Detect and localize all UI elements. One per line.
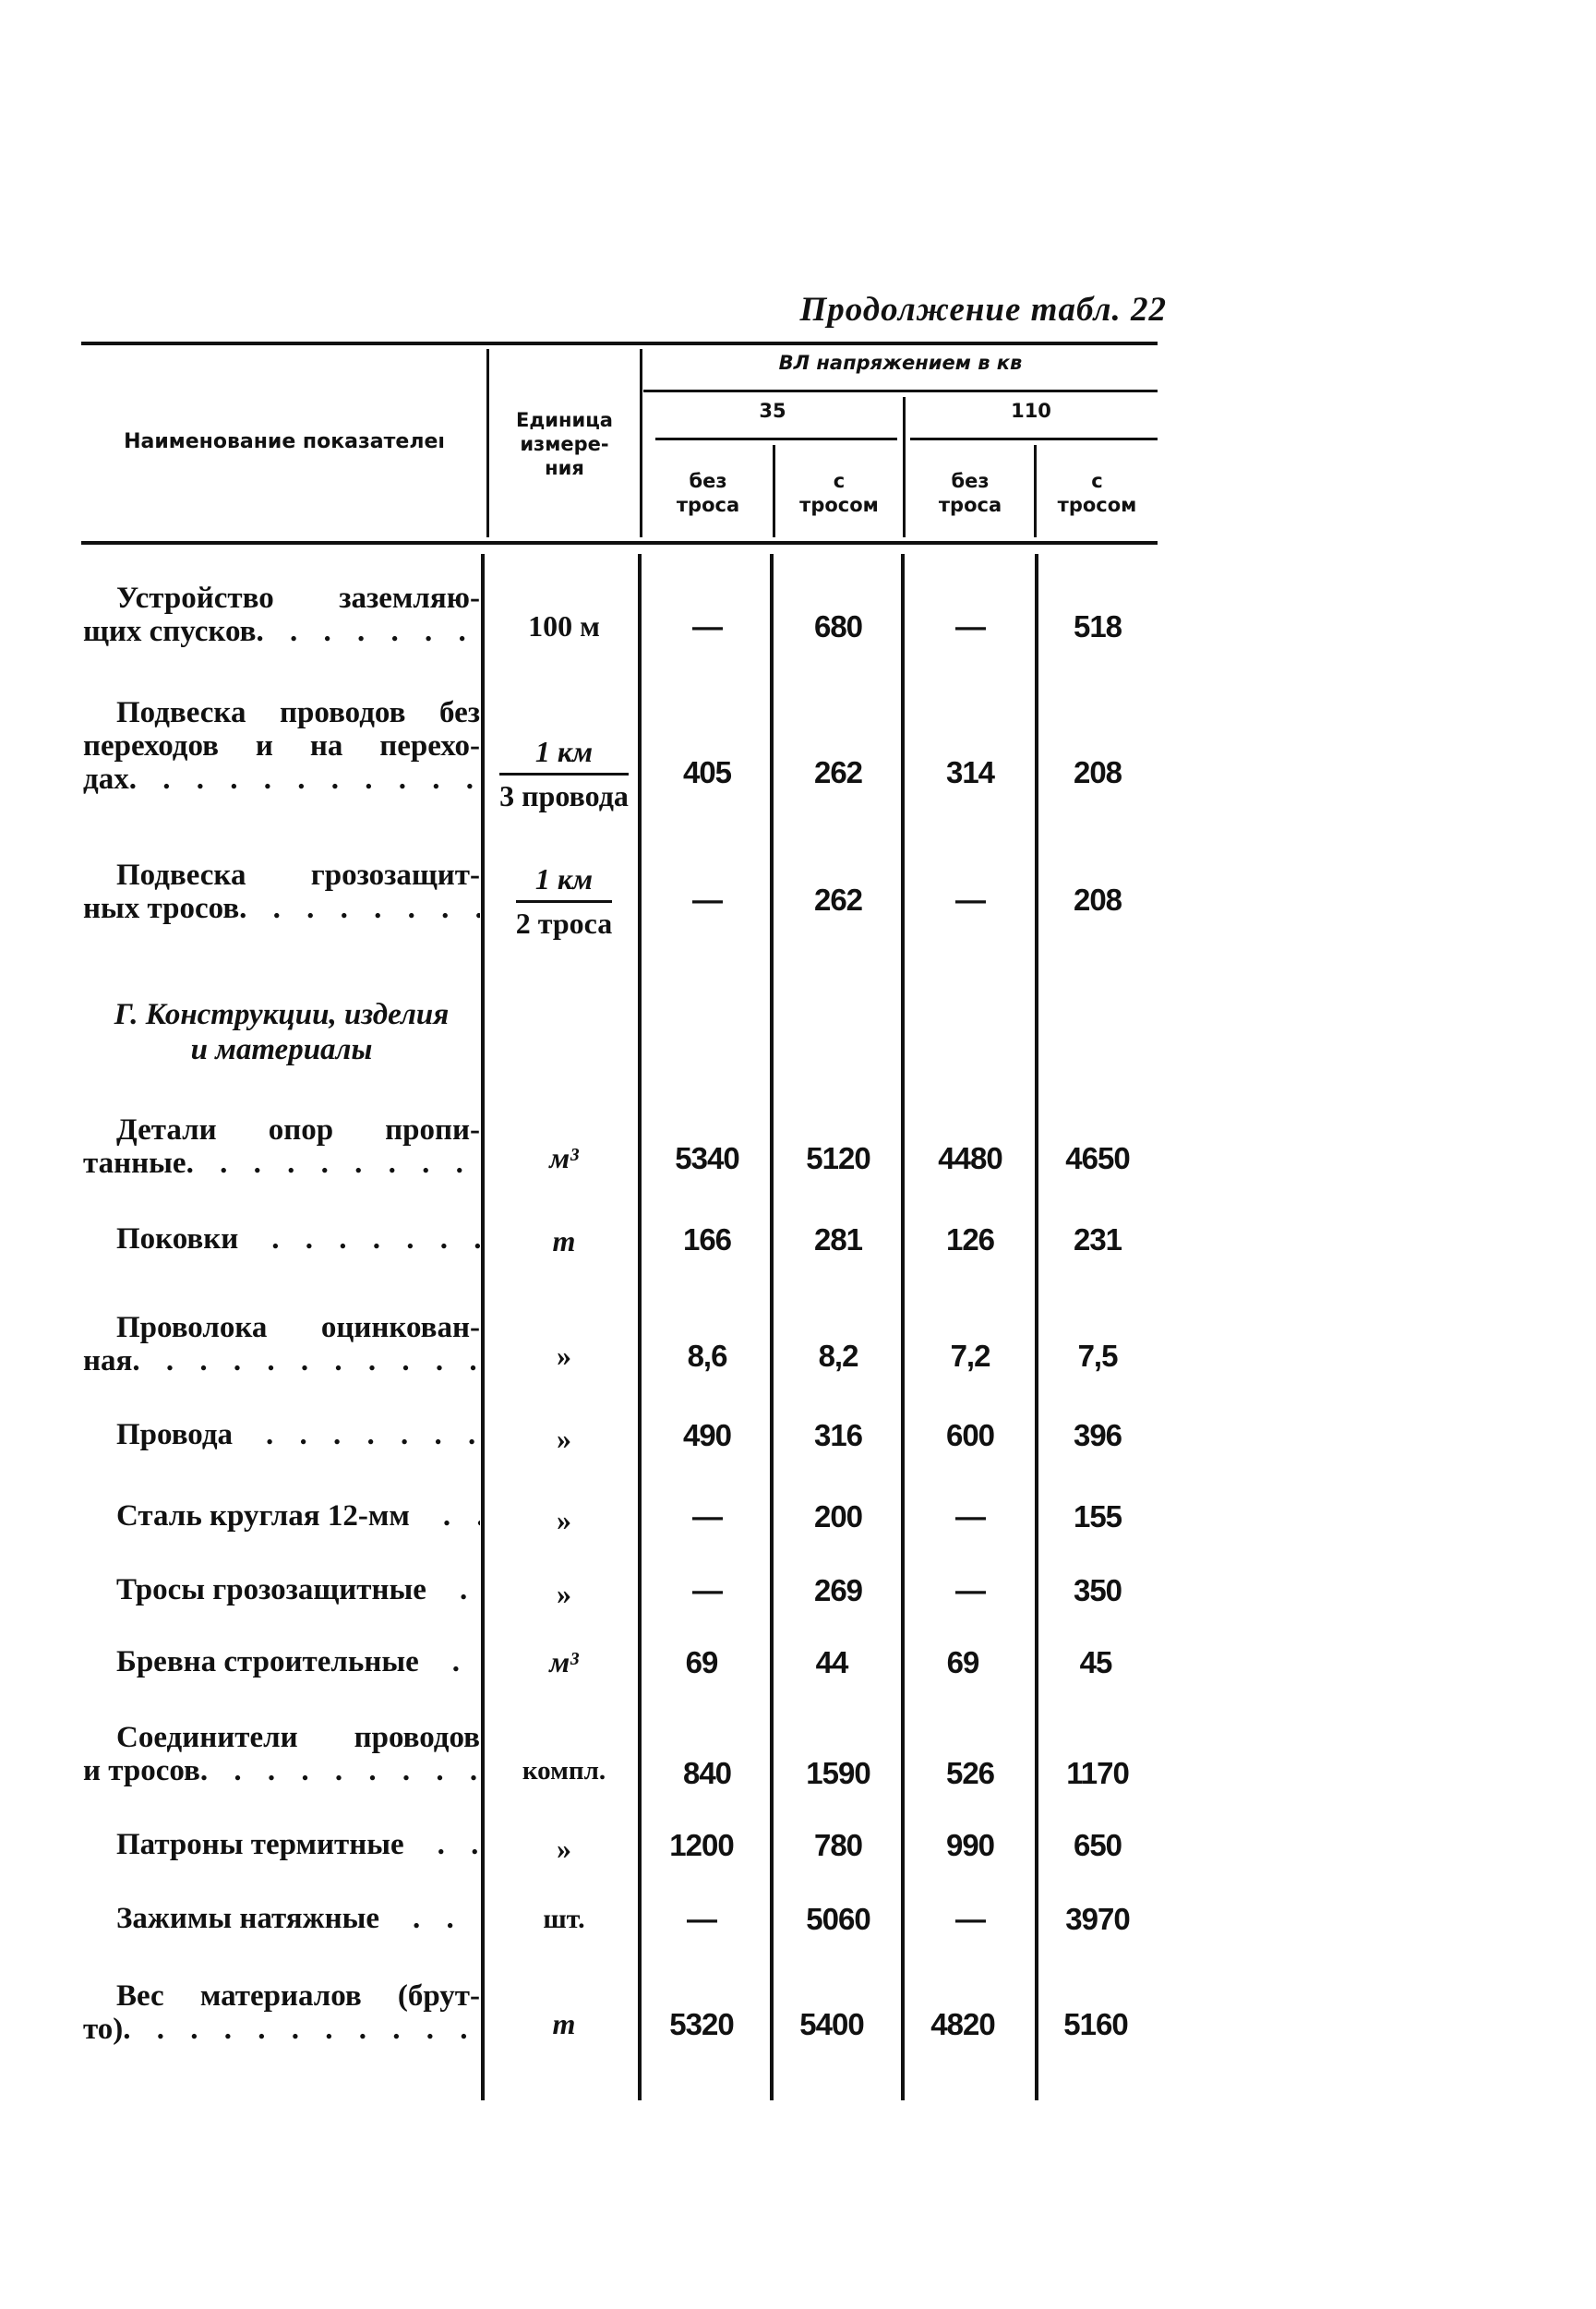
- unit-text: компл.: [522, 1756, 606, 1786]
- header-voltage-35: 35: [759, 400, 786, 422]
- row-value: 166: [682, 1222, 732, 1257]
- row-value: 316: [813, 1418, 863, 1452]
- row-unit: [491, 1141, 637, 1175]
- unit-numerator: 1 км: [516, 862, 613, 903]
- row-unit: [491, 735, 637, 813]
- row-value: 231: [1073, 1222, 1122, 1257]
- label-line: Зажимы натяжные: [116, 1902, 379, 1935]
- row-value: 208: [1073, 755, 1122, 789]
- row-label: [83, 1645, 480, 1678]
- row-label: [83, 1828, 480, 1861]
- header-name-col: Наименование показателеı: [124, 430, 445, 453]
- unit-text: »: [557, 1577, 571, 1610]
- row-value: 7,5: [1077, 1339, 1118, 1373]
- label-line-leader: [83, 2013, 480, 2046]
- row-value: 208: [1073, 883, 1122, 917]
- header-sub-1: [643, 469, 773, 517]
- row-value: —: [687, 1902, 716, 1936]
- label-line: Вес материалов (брут-: [116, 1979, 480, 2013]
- row-value: 7,2: [950, 1339, 990, 1373]
- row-value: —: [692, 609, 722, 643]
- row-value: —: [692, 883, 722, 917]
- row-label: [83, 859, 480, 925]
- row-value: 526: [945, 1756, 995, 1790]
- row-value: 5160: [1063, 2007, 1128, 2041]
- row-unit: [491, 2007, 637, 2041]
- row-label: [83, 1979, 480, 2046]
- unit-text: »: [557, 1832, 571, 1865]
- unit-denominator: 3 провода: [499, 779, 629, 812]
- row-value: 1200: [669, 1828, 734, 1862]
- label-line: Тросы грозозащитные: [116, 1573, 426, 1606]
- header-vline-2: [640, 349, 642, 537]
- row-value: 8,6: [687, 1339, 727, 1373]
- section-line: и материалы: [190, 1033, 373, 1066]
- label-line: Детали опор пропи-: [116, 1113, 480, 1147]
- label-line-leader: [83, 1222, 480, 1256]
- row-value: 5320: [669, 2007, 734, 2041]
- row-value: 490: [682, 1418, 732, 1452]
- header-sub-line: с: [1091, 470, 1103, 492]
- row-value: 45: [1079, 1645, 1112, 1679]
- unit-text: шт.: [543, 1904, 585, 1934]
- label-line-leader: [83, 892, 480, 925]
- label-line: Соединители проводов: [116, 1721, 480, 1754]
- row-unit: [491, 1339, 637, 1373]
- row-value: 314: [945, 755, 995, 789]
- header-sub-line: тросом: [799, 494, 879, 516]
- section-line: Г. Конструкции, изделия: [114, 998, 450, 1031]
- row-value: 840: [682, 1756, 732, 1790]
- row-value: 780: [813, 1828, 863, 1862]
- row-value: —: [955, 609, 985, 643]
- unit-text: м³: [549, 1645, 579, 1678]
- row-value: 69: [946, 1645, 979, 1679]
- row-unit: [491, 862, 637, 941]
- label-line-leader: [83, 1344, 480, 1377]
- row-value: 262: [813, 755, 863, 789]
- row-label: [83, 1113, 480, 1180]
- label-line-leader: [83, 1573, 480, 1606]
- header-sub-line: троса: [938, 494, 1002, 516]
- unit-fraction: [516, 862, 613, 941]
- row-unit: [491, 1756, 637, 1786]
- unit-text: 100 м: [528, 609, 600, 643]
- header-sub-line: без: [689, 470, 727, 492]
- row-value: —: [692, 1499, 722, 1533]
- table-top-rule: [81, 342, 1158, 345]
- unit-fraction: [499, 735, 629, 813]
- dot-leader: [132, 1344, 480, 1377]
- row-label: [83, 1721, 480, 1787]
- header-unit-line: ния: [545, 457, 584, 479]
- row-label: [83, 1222, 480, 1256]
- row-unit: [491, 1503, 637, 1537]
- header-group: ВЛ напряжением в кв: [778, 352, 1023, 374]
- label-line: переходов и на перехо-: [83, 729, 480, 763]
- label-line: Патроны термитные: [116, 1828, 404, 1861]
- row-label: [83, 1311, 480, 1377]
- row-value: 200: [813, 1499, 863, 1533]
- header-sub-line: без: [951, 470, 990, 492]
- unit-text: »: [557, 1339, 571, 1372]
- row-value: 405: [682, 755, 732, 789]
- row-value: —: [955, 1902, 985, 1936]
- row-value: 281: [813, 1222, 863, 1257]
- dot-leader: [239, 892, 480, 925]
- row-value: 155: [1073, 1499, 1122, 1533]
- unit-text: м³: [549, 1141, 579, 1174]
- row-value: 5400: [799, 2007, 864, 2041]
- row-value: 3970: [1065, 1902, 1130, 1936]
- voltage-rule: [643, 390, 1158, 392]
- row-label: [83, 696, 480, 796]
- header-unit-col: [489, 408, 640, 480]
- label-line: и тросов: [83, 1754, 200, 1787]
- row-value: 680: [813, 609, 863, 643]
- unit-text: »: [557, 1503, 571, 1536]
- row-unit: [491, 1832, 637, 1866]
- row-label: [83, 1573, 480, 1606]
- subcol-rule-35: [655, 438, 897, 440]
- section-heading: [83, 997, 480, 1067]
- dot-leader: [257, 615, 481, 648]
- header-sub-line: с: [833, 470, 846, 492]
- dot-leader: [426, 1573, 480, 1606]
- header-voltage-110: 110: [1011, 400, 1051, 422]
- row-value: 262: [813, 883, 863, 917]
- row-unit: [491, 1224, 637, 1258]
- row-value: 350: [1073, 1573, 1122, 1607]
- unit-denominator: 2 троса: [515, 907, 613, 940]
- row-value: 650: [1073, 1828, 1122, 1862]
- label-line-leader: [83, 1645, 480, 1678]
- row-value: 518: [1073, 609, 1122, 643]
- row-label: [83, 582, 480, 648]
- label-line: Подвеска проводов без: [116, 696, 480, 729]
- body-vline-1: [481, 554, 485, 2100]
- row-value: 8,2: [818, 1339, 858, 1373]
- header-unit-line: Единица: [516, 409, 613, 431]
- unit-text: т: [552, 2007, 576, 2040]
- label-line: то): [83, 2013, 124, 2046]
- label-line-leader: [83, 1754, 480, 1787]
- label-line: Проволока оцинкован-: [116, 1311, 480, 1344]
- row-value: 4480: [938, 1141, 1002, 1175]
- label-line: Поковки: [116, 1222, 239, 1256]
- body-vline-2: [638, 554, 642, 2100]
- header-unit-line: измере-: [520, 433, 609, 455]
- row-value: 1590: [806, 1756, 870, 1790]
- row-value: 69: [685, 1645, 718, 1679]
- dot-leader: [379, 1902, 480, 1935]
- header-sub-2: [775, 469, 903, 517]
- label-line: Бревна строительные: [116, 1645, 419, 1678]
- row-value: 5060: [806, 1902, 870, 1936]
- label-line: щих спусков: [83, 615, 257, 648]
- dot-leader: [233, 1418, 480, 1451]
- row-value: 396: [1073, 1418, 1122, 1452]
- dot-leader: [129, 763, 480, 796]
- header-bottom-rule: [81, 541, 1158, 545]
- row-value: —: [955, 883, 985, 917]
- row-value: 269: [813, 1573, 863, 1607]
- row-value: 5340: [675, 1141, 739, 1175]
- subcol-rule-110: [910, 438, 1158, 440]
- row-value: 600: [945, 1418, 995, 1452]
- row-value: 4650: [1065, 1141, 1130, 1175]
- row-value: 5120: [806, 1141, 870, 1175]
- label-line-leader: [83, 615, 480, 648]
- header-sub-4: [1037, 469, 1158, 517]
- dot-leader: [238, 1222, 480, 1256]
- row-label: [83, 1418, 480, 1451]
- label-line-leader: [83, 763, 480, 796]
- table-caption: Продолжение табл. 22: [799, 291, 1167, 329]
- label-line: Провода: [116, 1418, 234, 1451]
- header-sub-line: тросом: [1057, 494, 1137, 516]
- row-unit: [491, 1904, 637, 1935]
- label-line: Подвеска грозозащит-: [116, 859, 480, 892]
- row-value: —: [955, 1573, 985, 1607]
- row-value: 126: [945, 1222, 995, 1257]
- row-unit: [491, 1577, 637, 1611]
- label-line-leader: [83, 1828, 480, 1861]
- dot-leader: [419, 1645, 480, 1678]
- unit-text: »: [557, 1422, 571, 1455]
- dot-leader: [200, 1754, 480, 1787]
- row-unit: [491, 1422, 637, 1456]
- dot-leader: [123, 2013, 480, 2046]
- label-line-leader: [83, 1499, 480, 1533]
- header-sub-3: [906, 469, 1035, 517]
- header-sub-line: троса: [676, 494, 740, 516]
- row-label: [83, 1499, 480, 1533]
- label-line: танные: [83, 1147, 186, 1180]
- row-unit: [491, 609, 637, 643]
- label-line: Сталь круглая 12-мм: [116, 1499, 410, 1533]
- label-line: ных тросов: [83, 892, 240, 925]
- row-unit: [491, 1645, 637, 1679]
- unit-text: т: [552, 1224, 576, 1257]
- row-value: —: [955, 1499, 985, 1533]
- row-value: —: [692, 1573, 722, 1607]
- row-value: 990: [945, 1828, 995, 1862]
- row-label: [83, 1902, 480, 1935]
- label-line: Устройство заземляю-: [116, 582, 480, 615]
- label-line-leader: [83, 1418, 480, 1451]
- row-value: 1170: [1066, 1756, 1129, 1790]
- label-line: дах: [83, 763, 129, 796]
- label-line-leader: [83, 1147, 480, 1180]
- dot-leader: [404, 1828, 480, 1861]
- dot-leader: [186, 1147, 480, 1180]
- label-line: ная: [83, 1344, 133, 1377]
- dot-leader: [410, 1499, 480, 1533]
- unit-numerator: 1 км: [499, 735, 629, 776]
- label-line-leader: [83, 1902, 480, 1935]
- row-value: 44: [815, 1645, 848, 1679]
- row-value: 4820: [930, 2007, 995, 2041]
